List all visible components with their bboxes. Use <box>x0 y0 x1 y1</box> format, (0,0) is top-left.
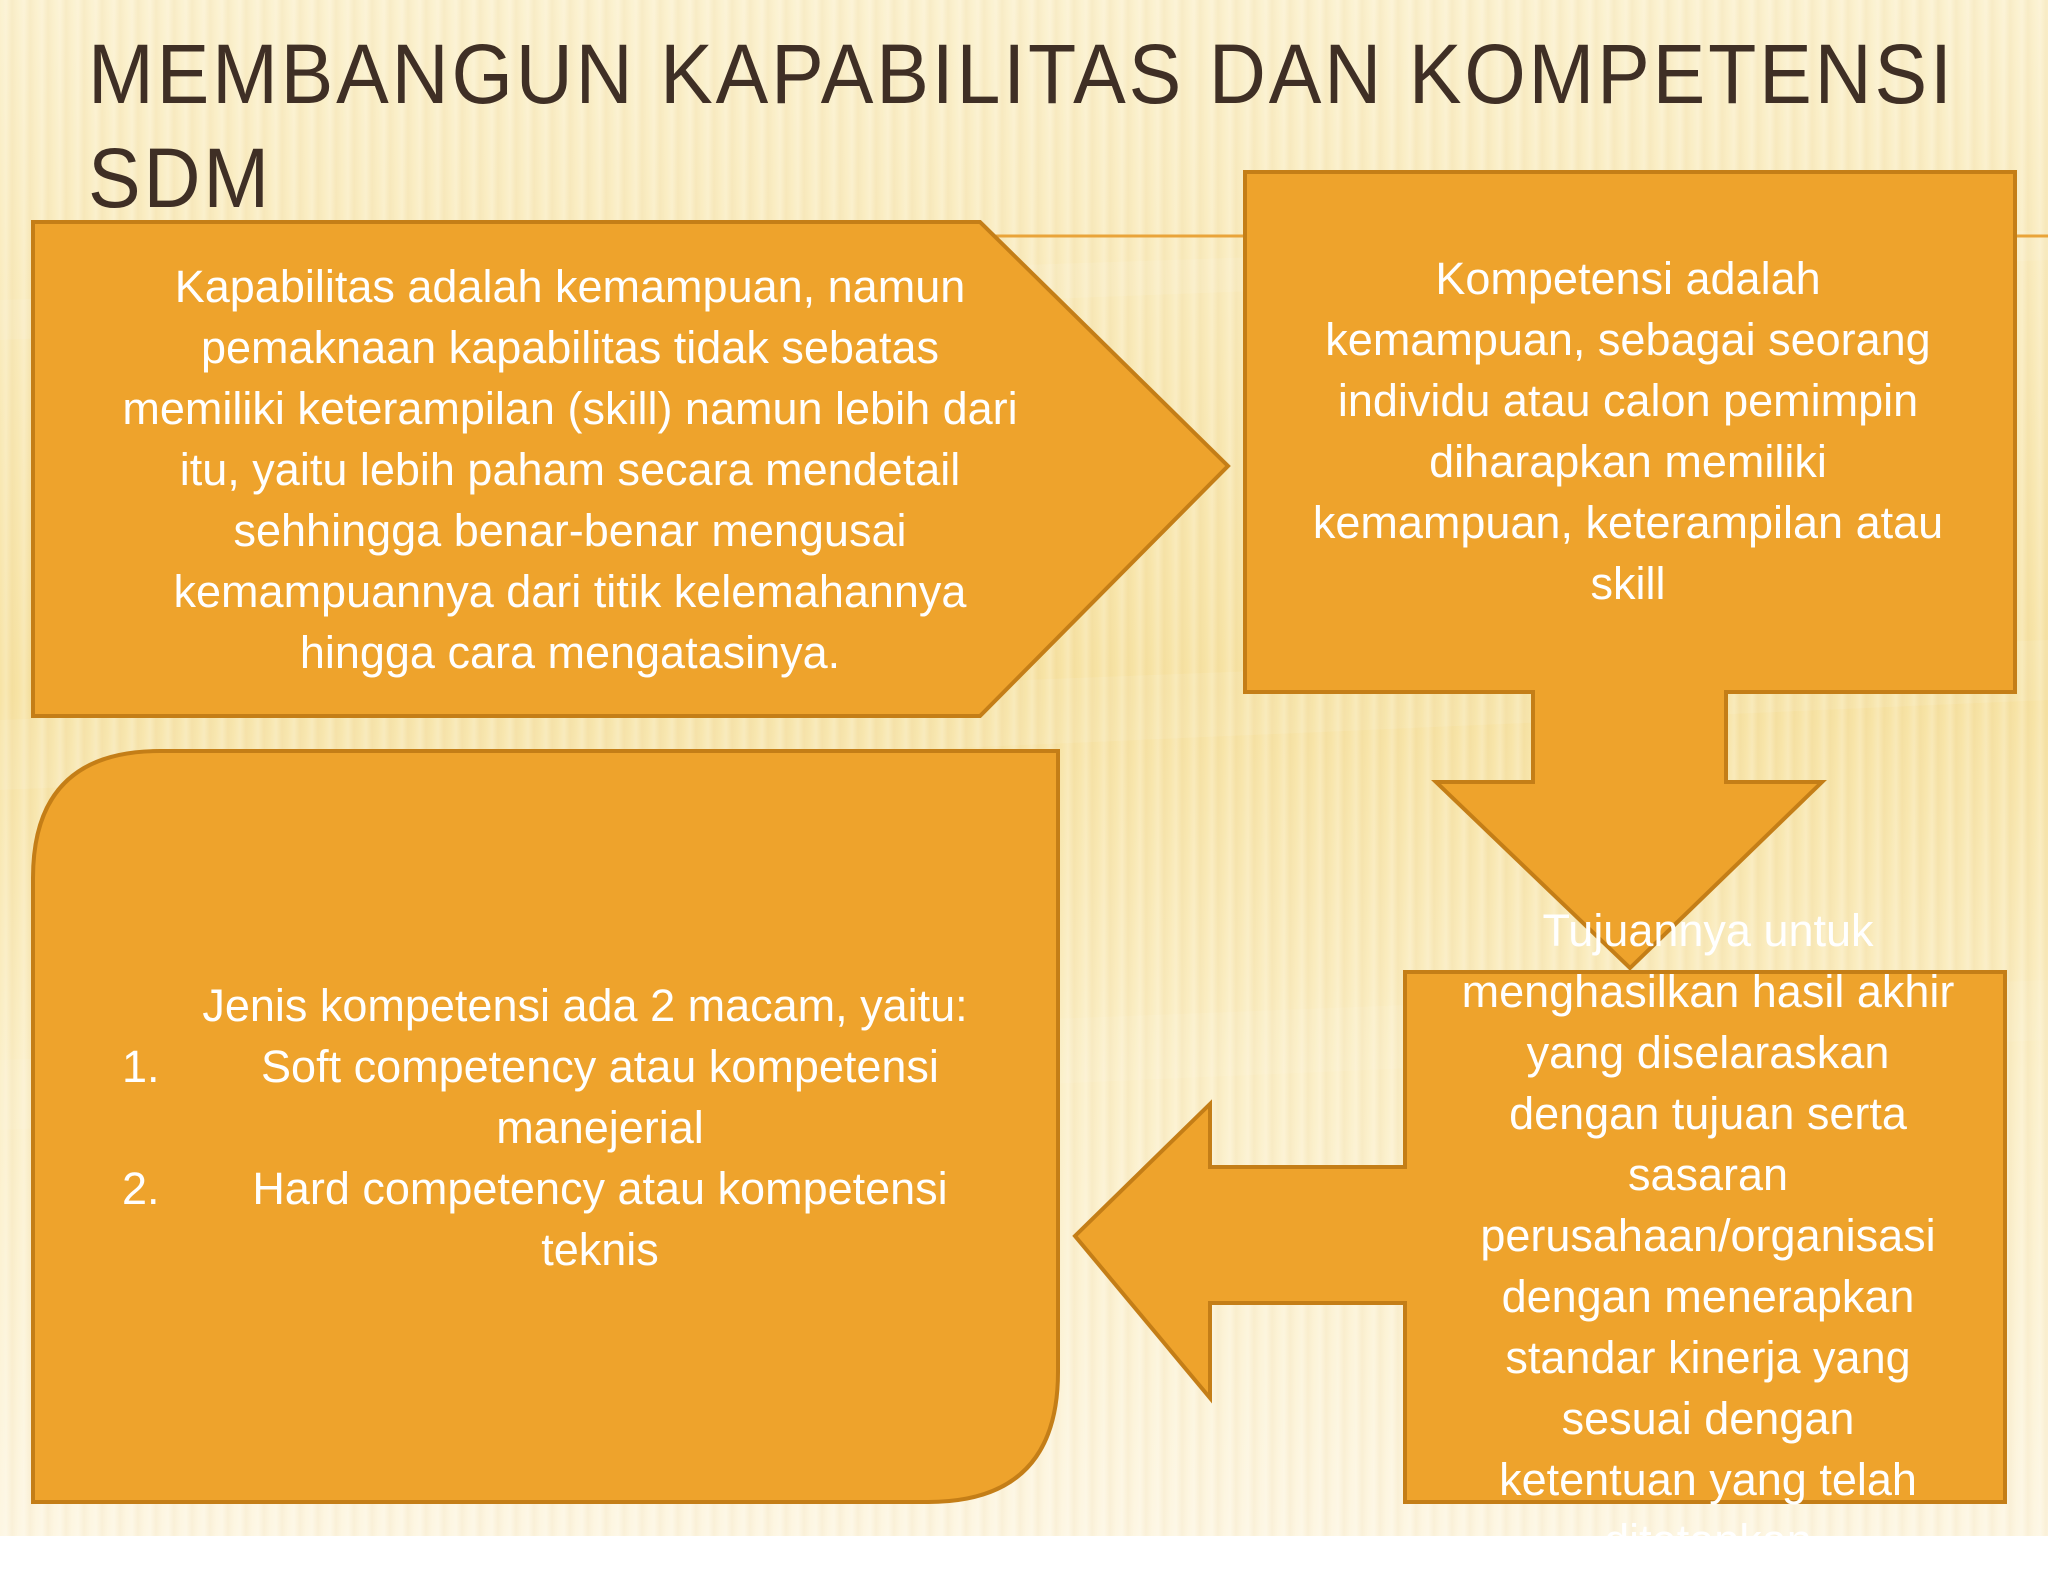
jenis-intro: Jenis kompetensi ada 2 macam, yaitu: <box>202 980 968 1031</box>
jenis-kompetensi-text <box>60 975 1110 1280</box>
tujuan-line: dengan menerapkan <box>1501 1271 1915 1322</box>
list-item-line: Soft competency atau kompetensi <box>261 1041 939 1092</box>
kompetensi-line: diharapkan memiliki <box>1429 436 1827 487</box>
list-number: 2. <box>122 1163 160 1214</box>
list-item-line: Hard competency atau kompetensi <box>252 1163 948 1214</box>
jenis-list <box>60 1036 1110 1280</box>
kompetensi-line: individu atau calon pemimpin <box>1337 375 1919 426</box>
kompetensi-line: skill <box>1590 558 1666 609</box>
jenis-list-item <box>60 1036 1110 1158</box>
page-title-line-1: MEMBANGUN KAPABILITAS DAN KOMPETENSI <box>88 27 1955 121</box>
tujuan-line: ketentuan yang telah <box>1499 1454 1917 1505</box>
tujuan-line: sasaran <box>1627 1149 1789 1200</box>
kapabilitas-line: itu, yaitu lebih paham secara mendetail <box>179 444 961 495</box>
list-item-line: manejerial <box>496 1102 704 1153</box>
kompetensi-text <box>1252 248 2004 614</box>
kompetensi-line: Kompetensi adalah <box>1435 253 1821 304</box>
tujuan-line: sesuai dengan <box>1561 1393 1855 1444</box>
tujuan-line: yang diselaraskan <box>1526 1027 1890 1078</box>
jenis-list-item <box>60 1158 1110 1280</box>
kapabilitas-line: Kapabilitas adalah kemampuan, namun <box>174 261 966 312</box>
kompetensi-line: kemampuan, sebagai seorang <box>1325 314 1931 365</box>
list-item-line: teknis <box>541 1224 659 1275</box>
page-title-line-2: SDM <box>88 131 272 225</box>
kapabilitas-line: memiliki keterampilan (skill) namun lebih dari <box>122 383 1018 434</box>
tujuan-line: menghasilkan hasil akhir <box>1461 966 1955 1017</box>
tujuan-line: perusahaan/organisasi <box>1480 1210 1936 1261</box>
tujuan-line: dengan tujuan serta <box>1509 1088 1907 1139</box>
tujuan-line: Tujuannya untuk <box>1542 905 1874 956</box>
kapabilitas-text <box>50 256 1090 683</box>
tujuan-line: ditetapkan <box>1604 1515 1812 1566</box>
kapabilitas-line: sehhingga benar-benar mengusai <box>233 505 907 556</box>
list-number: 1. <box>122 1041 160 1092</box>
kompetensi-line: kemampuan, keterampilan atau <box>1312 497 1944 548</box>
tujuan-line: standar kinerja yang <box>1505 1332 1911 1383</box>
tujuan-text <box>1418 900 1998 1566</box>
kapabilitas-line: kemampuannya dari titik kelemahannya <box>173 566 967 617</box>
kapabilitas-line: hingga cara mengatasinya. <box>299 627 841 678</box>
kapabilitas-line: pemaknaan kapabilitas tidak sebatas <box>201 322 939 373</box>
